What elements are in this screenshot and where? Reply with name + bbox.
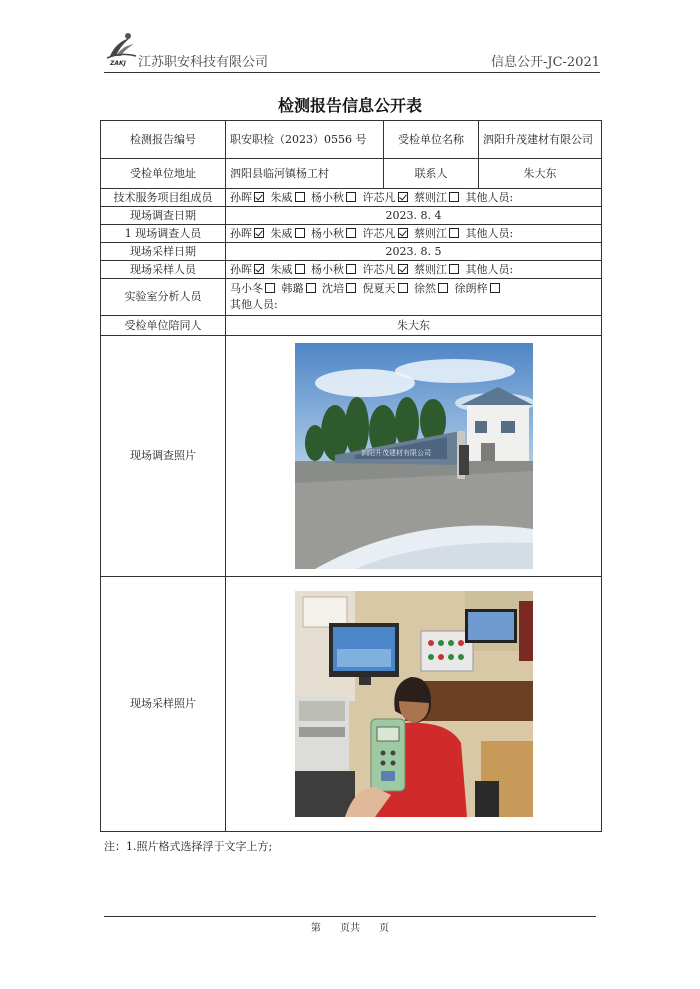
member-name: 蔡则江 bbox=[414, 262, 447, 276]
table-row bbox=[101, 577, 602, 832]
report-no-value: 职安职检（2023）0556 号 bbox=[226, 121, 384, 159]
unchecked-checkbox-icon[interactable] bbox=[295, 228, 305, 238]
other-staff-label: 其他人员: bbox=[465, 226, 514, 240]
escort-label: 受检单位陪同人 bbox=[101, 316, 226, 336]
logo-mark-icon bbox=[104, 32, 138, 62]
unchecked-checkbox-icon[interactable] bbox=[265, 283, 275, 293]
table-row bbox=[101, 243, 602, 261]
checked-checkbox-icon[interactable] bbox=[398, 228, 408, 238]
member-name: 孙晖 bbox=[230, 226, 252, 240]
unchecked-checkbox-icon[interactable] bbox=[490, 283, 500, 293]
sampling-date-label: 现场采样日期 bbox=[101, 243, 226, 261]
lab-member-name: 徐朗梓 bbox=[454, 282, 488, 295]
company-logo bbox=[104, 32, 138, 70]
member-name: 朱威 bbox=[270, 226, 293, 240]
report-no-label: 检测报告编号 bbox=[101, 121, 226, 159]
member-name: 杨小秋 bbox=[311, 226, 344, 240]
team-label: 技术服务项目组成员 bbox=[101, 189, 226, 207]
team-members bbox=[226, 189, 602, 207]
unchecked-checkbox-icon[interactable] bbox=[449, 192, 459, 202]
sampling-staff-members bbox=[226, 261, 602, 279]
lab-member-name: 徐然 bbox=[414, 282, 436, 295]
sampling-photo-label: 现场采样照片 bbox=[101, 577, 226, 832]
page-header bbox=[104, 32, 600, 73]
address-label: 受检单位地址 bbox=[101, 159, 226, 189]
document-number: 信息公开-JC-2021 bbox=[490, 55, 600, 70]
unchecked-checkbox-icon[interactable] bbox=[295, 264, 305, 274]
unchecked-checkbox-icon[interactable] bbox=[398, 283, 408, 293]
checked-checkbox-icon[interactable] bbox=[254, 192, 264, 202]
address-value: 泗阳县临河镇杨工村 bbox=[226, 159, 384, 189]
member-name: 许芯凡 bbox=[362, 262, 396, 276]
footer-total-label: 页 bbox=[379, 923, 390, 934]
table-row bbox=[101, 336, 602, 577]
unit-name-label: 受检单位名称 bbox=[384, 121, 479, 159]
member-name: 蔡则江 bbox=[414, 226, 447, 240]
page-title: 检测报告信息公开表 bbox=[277, 96, 422, 115]
table-row bbox=[101, 207, 602, 225]
table-row bbox=[101, 159, 602, 189]
unchecked-checkbox-icon[interactable] bbox=[449, 264, 459, 274]
footer-divider bbox=[104, 916, 596, 917]
table-row bbox=[101, 189, 602, 207]
unchecked-checkbox-icon[interactable] bbox=[449, 228, 459, 238]
lab-member-name: 韩璐 bbox=[281, 282, 304, 295]
lab-staff-label: 实验室分析人员 bbox=[101, 279, 226, 316]
table-row bbox=[101, 261, 602, 279]
site-survey-photo bbox=[295, 343, 533, 569]
table-row bbox=[101, 121, 602, 159]
contact-value: 朱大东 bbox=[479, 159, 602, 189]
escort-value: 朱大东 bbox=[226, 316, 602, 336]
lab-member-name: 沈培 bbox=[322, 282, 344, 295]
survey-photo-label: 现场调查照片 bbox=[101, 336, 226, 577]
member-name: 朱威 bbox=[270, 262, 293, 276]
member-name: 许芯凡 bbox=[362, 190, 396, 204]
logo-text: ZAKJ bbox=[110, 60, 126, 67]
member-name: 杨小秋 bbox=[311, 190, 344, 204]
lab-member-name: 马小冬 bbox=[230, 282, 263, 295]
unchecked-checkbox-icon[interactable] bbox=[346, 228, 356, 238]
other-staff-label: 其他人员: bbox=[465, 190, 514, 204]
member-name: 蔡则江 bbox=[414, 190, 447, 204]
company-name: 江苏职安科技有限公司 bbox=[138, 55, 269, 70]
checked-checkbox-icon[interactable] bbox=[398, 192, 408, 202]
sampling-staff-label: 现场采样人员 bbox=[101, 261, 226, 279]
lab-other-staff-label: 其他人员: bbox=[230, 298, 278, 311]
survey-photo-cell bbox=[226, 336, 602, 577]
member-name: 孙晖 bbox=[230, 190, 252, 204]
footnote: 注：1.照片格式选择浮于文字上方; bbox=[104, 840, 273, 853]
unit-name-value: 泗阳升茂建材有限公司 bbox=[479, 121, 602, 159]
member-name: 朱威 bbox=[270, 190, 293, 204]
survey-staff-label: 1 现场调查人员 bbox=[101, 225, 226, 243]
other-staff-label: 其他人员: bbox=[465, 262, 514, 276]
report-info-table bbox=[100, 120, 602, 832]
lab-member-name: 倪夏天 bbox=[362, 282, 396, 295]
page-footer bbox=[0, 919, 700, 934]
survey-date-value: 2023. 8. 4 bbox=[226, 207, 602, 225]
checked-checkbox-icon[interactable] bbox=[254, 228, 264, 238]
lab-staff-members bbox=[226, 279, 602, 316]
table-row bbox=[101, 279, 602, 316]
site-sampling-photo bbox=[295, 591, 533, 817]
unchecked-checkbox-icon[interactable] bbox=[346, 192, 356, 202]
member-name: 孙晖 bbox=[230, 262, 252, 276]
member-name: 杨小秋 bbox=[311, 262, 344, 276]
unchecked-checkbox-icon[interactable] bbox=[346, 264, 356, 274]
table-row bbox=[101, 225, 602, 243]
unchecked-checkbox-icon[interactable] bbox=[438, 283, 448, 293]
checked-checkbox-icon[interactable] bbox=[254, 264, 264, 274]
sampling-date-value: 2023. 8. 5 bbox=[226, 243, 602, 261]
survey-date-label: 现场调查日期 bbox=[101, 207, 226, 225]
footer-page-label: 第 bbox=[310, 923, 321, 934]
sign-text: 泗阳升茂建材有限公司 bbox=[360, 449, 431, 457]
unchecked-checkbox-icon[interactable] bbox=[306, 283, 316, 293]
sampling-photo-cell bbox=[226, 577, 602, 832]
member-name: 许芯凡 bbox=[362, 226, 396, 240]
unchecked-checkbox-icon[interactable] bbox=[346, 283, 356, 293]
survey-staff-members bbox=[226, 225, 602, 243]
contact-label: 联系人 bbox=[384, 159, 479, 189]
table-row bbox=[101, 316, 602, 336]
unchecked-checkbox-icon[interactable] bbox=[295, 192, 305, 202]
footer-of-label: 页共 bbox=[340, 923, 360, 934]
checked-checkbox-icon[interactable] bbox=[398, 264, 408, 274]
